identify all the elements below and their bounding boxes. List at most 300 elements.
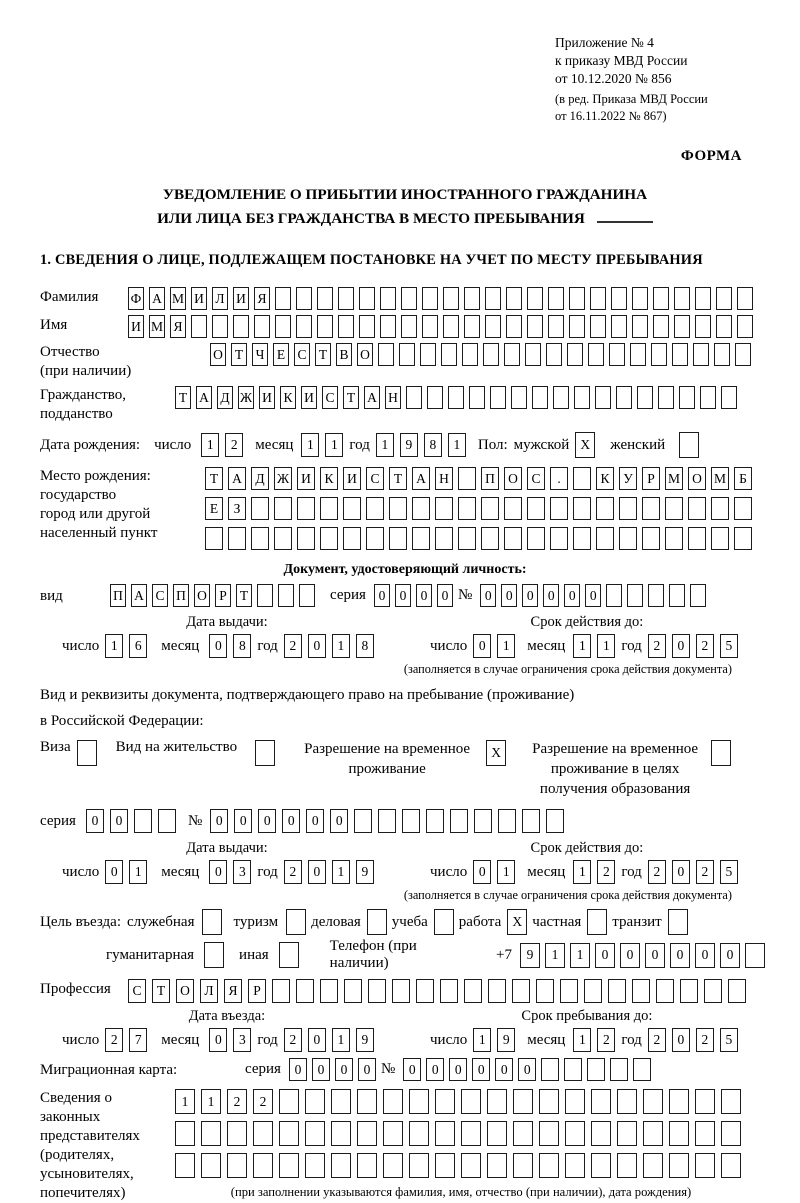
profession-cell[interactable]: О [176, 979, 194, 1003]
birth-place-cell[interactable] [412, 527, 430, 550]
identity-number-cell[interactable]: 0 [543, 584, 559, 607]
visa-checkbox[interactable] [77, 740, 97, 766]
representative-cell[interactable] [591, 1153, 611, 1178]
identity-kind-cell[interactable]: А [131, 584, 147, 607]
surname-cell[interactable] [485, 287, 501, 310]
identity-number-cell[interactable]: 0 [564, 584, 580, 607]
stay-year-cell[interactable]: 2 [696, 1028, 714, 1052]
given-name-cell[interactable] [338, 315, 354, 338]
given-name-cell[interactable]: И [128, 315, 144, 338]
surname-cell[interactable] [380, 287, 396, 310]
expiry-year-cell[interactable]: 0 [672, 634, 690, 658]
citizenship-cell[interactable]: Д [217, 386, 233, 409]
birth-place-cell[interactable]: М [665, 467, 683, 490]
representative-cell[interactable] [409, 1153, 429, 1178]
representative-cell[interactable] [409, 1121, 429, 1146]
surname-cell[interactable] [737, 287, 753, 310]
representative-cell[interactable] [357, 1121, 377, 1146]
given-name-cell[interactable]: Я [170, 315, 186, 338]
representative-cell[interactable] [461, 1121, 481, 1146]
birth-place-cell[interactable] [527, 527, 545, 550]
profession-cell[interactable] [704, 979, 722, 1003]
representative-cell[interactable] [227, 1153, 247, 1178]
patronymic-cell[interactable] [441, 343, 457, 366]
migration-number-cell[interactable] [587, 1058, 605, 1081]
birth-month-cell[interactable]: 1 [301, 433, 319, 457]
citizenship-cell[interactable] [448, 386, 464, 409]
representative-cell[interactable] [201, 1121, 221, 1146]
residence-number-cell[interactable] [354, 809, 372, 833]
issue-year-cell[interactable]: 0 [308, 634, 326, 658]
birth-place-cell[interactable]: Т [389, 467, 407, 490]
birth-month-cell[interactable]: 1 [325, 433, 343, 457]
surname-cell[interactable]: Л [212, 287, 228, 310]
representative-cell[interactable] [565, 1153, 585, 1178]
phone-digit-cell[interactable]: 0 [645, 943, 665, 968]
given-name-cell[interactable] [548, 315, 564, 338]
patronymic-cell[interactable] [504, 343, 520, 366]
birth-place-cell[interactable] [665, 527, 683, 550]
issue-day-cell[interactable]: 1 [129, 860, 147, 884]
profession-cell[interactable]: Я [224, 979, 242, 1003]
stay-month-cell[interactable]: 1 [573, 1028, 591, 1052]
entry-year-cell[interactable]: 1 [332, 1028, 350, 1052]
expiry-month-cell[interactable]: 1 [597, 634, 615, 658]
representative-cell[interactable] [175, 1121, 195, 1146]
issue-month-cell[interactable]: 0 [209, 634, 227, 658]
stay-month-cell[interactable]: 2 [597, 1028, 615, 1052]
birth-place-cell[interactable] [573, 467, 591, 490]
birth-year-cell[interactable]: 1 [376, 433, 394, 457]
representative-cell[interactable] [253, 1153, 273, 1178]
birth-place-cell[interactable] [458, 467, 476, 490]
representative-cell[interactable] [331, 1089, 351, 1114]
patronymic-cell[interactable] [462, 343, 478, 366]
representative-cell[interactable] [383, 1121, 403, 1146]
surname-cell[interactable]: М [170, 287, 186, 310]
issue-year-cell[interactable]: 2 [284, 634, 302, 658]
phone-digit-cell[interactable]: 0 [595, 943, 615, 968]
birth-place-cell[interactable] [711, 527, 729, 550]
representative-cell[interactable] [721, 1153, 741, 1178]
patronymic-cell[interactable]: О [210, 343, 226, 366]
residence-number-cell[interactable]: 0 [258, 809, 276, 833]
citizenship-cell[interactable] [469, 386, 485, 409]
representative-cell[interactable] [279, 1121, 299, 1146]
phone-digit-cell[interactable]: 0 [620, 943, 640, 968]
citizenship-cell[interactable]: А [196, 386, 212, 409]
phone-digit-cell[interactable]: 0 [695, 943, 715, 968]
purpose-humanitarian-checkbox[interactable] [204, 942, 224, 968]
migration-number-cell[interactable]: 0 [495, 1058, 513, 1081]
phone-digit-cell[interactable]: 1 [545, 943, 565, 968]
temp-residence-edu-checkbox[interactable] [711, 740, 731, 766]
expiry-day-cell[interactable]: 1 [497, 634, 515, 658]
migration-series-cell[interactable]: 0 [312, 1058, 330, 1081]
given-name-cell[interactable] [401, 315, 417, 338]
birth-place-cell[interactable] [320, 527, 338, 550]
representative-cell[interactable] [617, 1089, 637, 1114]
identity-kind-cell[interactable]: Р [215, 584, 231, 607]
given-name-cell[interactable]: М [149, 315, 165, 338]
birth-place-cell[interactable] [688, 497, 706, 520]
surname-cell[interactable] [611, 287, 627, 310]
residence-number-cell[interactable]: 0 [330, 809, 348, 833]
residence-number-cell[interactable] [402, 809, 420, 833]
purpose-business-checkbox[interactable] [367, 909, 387, 935]
representative-cell[interactable] [617, 1153, 637, 1178]
migration-number-cell[interactable] [541, 1058, 559, 1081]
birth-place-cell[interactable] [642, 527, 660, 550]
identity-number-cell[interactable]: 0 [480, 584, 496, 607]
given-name-cell[interactable] [527, 315, 543, 338]
birth-place-cell[interactable] [320, 497, 338, 520]
identity-series-cell[interactable]: 0 [437, 584, 453, 607]
citizenship-cell[interactable]: Т [175, 386, 191, 409]
patronymic-cell[interactable]: О [357, 343, 373, 366]
birth-place-cell[interactable] [504, 497, 522, 520]
birth-place-cell[interactable] [711, 497, 729, 520]
birth-place-cell[interactable] [458, 497, 476, 520]
given-name-cell[interactable] [212, 315, 228, 338]
expiry-year-cell[interactable]: 2 [696, 634, 714, 658]
birth-place-cell[interactable]: Б [734, 467, 752, 490]
patronymic-cell[interactable]: Ч [252, 343, 268, 366]
birth-place-cell[interactable]: М [711, 467, 729, 490]
representative-cell[interactable] [305, 1153, 325, 1178]
identity-number-cell[interactable] [669, 584, 685, 607]
citizenship-cell[interactable] [595, 386, 611, 409]
profession-cell[interactable]: Р [248, 979, 266, 1003]
expiry-day-cell[interactable]: 0 [473, 860, 491, 884]
birth-place-cell[interactable] [274, 527, 292, 550]
identity-number-cell[interactable] [606, 584, 622, 607]
patronymic-cell[interactable] [609, 343, 625, 366]
expiry-year-cell[interactable]: 2 [648, 860, 666, 884]
surname-cell[interactable] [275, 287, 291, 310]
identity-number-cell[interactable]: 0 [585, 584, 601, 607]
expiry-day-cell[interactable]: 0 [473, 634, 491, 658]
identity-series-cell[interactable]: 0 [374, 584, 390, 607]
citizenship-cell[interactable]: Ж [238, 386, 254, 409]
representative-cell[interactable] [695, 1121, 715, 1146]
patronymic-cell[interactable] [525, 343, 541, 366]
identity-number-cell[interactable] [627, 584, 643, 607]
profession-cell[interactable] [392, 979, 410, 1003]
representative-cell[interactable] [539, 1089, 559, 1114]
patronymic-cell[interactable] [483, 343, 499, 366]
birth-place-cell[interactable] [596, 527, 614, 550]
identity-kind-cell[interactable]: П [110, 584, 126, 607]
issue-month-cell[interactable]: 8 [233, 634, 251, 658]
profession-cell[interactable] [536, 979, 554, 1003]
citizenship-cell[interactable] [616, 386, 632, 409]
birth-place-cell[interactable] [481, 527, 499, 550]
citizenship-cell[interactable]: А [364, 386, 380, 409]
birth-place-cell[interactable] [343, 527, 361, 550]
birth-place-cell[interactable]: И [343, 467, 361, 490]
identity-kind-cell[interactable] [299, 584, 315, 607]
given-name-cell[interactable] [317, 315, 333, 338]
residence-number-cell[interactable]: 0 [210, 809, 228, 833]
citizenship-cell[interactable] [406, 386, 422, 409]
profession-cell[interactable] [320, 979, 338, 1003]
migration-series-cell[interactable]: 0 [358, 1058, 376, 1081]
representative-cell[interactable] [279, 1089, 299, 1114]
patronymic-cell[interactable] [399, 343, 415, 366]
migration-number-cell[interactable] [564, 1058, 582, 1081]
migration-series-cell[interactable]: 0 [289, 1058, 307, 1081]
given-name-cell[interactable] [737, 315, 753, 338]
representative-cell[interactable] [695, 1153, 715, 1178]
representative-cell[interactable] [331, 1121, 351, 1146]
expiry-month-cell[interactable]: 2 [597, 860, 615, 884]
given-name-cell[interactable] [233, 315, 249, 338]
birth-place-cell[interactable] [734, 527, 752, 550]
surname-cell[interactable] [506, 287, 522, 310]
surname-cell[interactable] [653, 287, 669, 310]
given-name-cell[interactable] [443, 315, 459, 338]
surname-cell[interactable] [317, 287, 333, 310]
birth-place-cell[interactable] [435, 527, 453, 550]
identity-kind-cell[interactable]: Т [236, 584, 252, 607]
migration-number-cell[interactable]: 0 [449, 1058, 467, 1081]
birth-year-cell[interactable]: 8 [424, 433, 442, 457]
representative-cell[interactable] [487, 1153, 507, 1178]
residence-series-cell[interactable]: 0 [110, 809, 128, 833]
residence-number-cell[interactable] [522, 809, 540, 833]
surname-cell[interactable] [548, 287, 564, 310]
profession-cell[interactable] [464, 979, 482, 1003]
birth-place-cell[interactable] [251, 497, 269, 520]
surname-cell[interactable] [401, 287, 417, 310]
issue-year-cell[interactable]: 1 [332, 634, 350, 658]
given-name-cell[interactable] [464, 315, 480, 338]
given-name-cell[interactable] [569, 315, 585, 338]
identity-kind-cell[interactable]: О [194, 584, 210, 607]
representative-cell[interactable] [175, 1153, 195, 1178]
residence-number-cell[interactable]: 0 [234, 809, 252, 833]
given-name-cell[interactable] [359, 315, 375, 338]
representative-cell[interactable] [435, 1121, 455, 1146]
patronymic-cell[interactable] [735, 343, 751, 366]
birth-place-cell[interactable]: Д [251, 467, 269, 490]
representative-cell[interactable] [721, 1121, 741, 1146]
profession-cell[interactable]: С [128, 979, 146, 1003]
expiry-year-cell[interactable]: 0 [672, 860, 690, 884]
representative-cell[interactable] [591, 1121, 611, 1146]
surname-cell[interactable]: И [233, 287, 249, 310]
issue-year-cell[interactable]: 8 [356, 634, 374, 658]
birth-place-cell[interactable]: Ж [274, 467, 292, 490]
entry-month-cell[interactable]: 3 [233, 1028, 251, 1052]
representative-cell[interactable] [383, 1089, 403, 1114]
surname-cell[interactable] [359, 287, 375, 310]
representative-cell[interactable] [513, 1089, 533, 1114]
profession-cell[interactable] [368, 979, 386, 1003]
representative-cell[interactable] [357, 1089, 377, 1114]
patronymic-cell[interactable] [420, 343, 436, 366]
birth-place-cell[interactable] [550, 497, 568, 520]
identity-number-cell[interactable] [690, 584, 706, 607]
patronymic-cell[interactable] [672, 343, 688, 366]
citizenship-cell[interactable] [532, 386, 548, 409]
birth-place-cell[interactable] [205, 527, 223, 550]
expiry-year-cell[interactable]: 2 [696, 860, 714, 884]
stay-year-cell[interactable]: 5 [720, 1028, 738, 1052]
birth-place-cell[interactable] [481, 497, 499, 520]
entry-month-cell[interactable]: 0 [209, 1028, 227, 1052]
representative-cell[interactable] [565, 1121, 585, 1146]
given-name-cell[interactable] [191, 315, 207, 338]
citizenship-cell[interactable]: И [259, 386, 275, 409]
residence-number-cell[interactable] [474, 809, 492, 833]
birth-place-cell[interactable]: Е [205, 497, 223, 520]
patronymic-cell[interactable] [630, 343, 646, 366]
patronymic-cell[interactable] [567, 343, 583, 366]
issue-year-cell[interactable]: 0 [308, 860, 326, 884]
representative-cell[interactable] [669, 1153, 689, 1178]
representative-cell[interactable]: 2 [227, 1089, 247, 1114]
birth-place-cell[interactable]: С [366, 467, 384, 490]
surname-cell[interactable]: И [191, 287, 207, 310]
profession-cell[interactable] [296, 979, 314, 1003]
entry-year-cell[interactable]: 2 [284, 1028, 302, 1052]
representative-cell[interactable] [539, 1153, 559, 1178]
residence-number-cell[interactable] [426, 809, 444, 833]
representative-cell[interactable] [279, 1153, 299, 1178]
birth-year-cell[interactable]: 1 [448, 433, 466, 457]
surname-cell[interactable] [695, 287, 711, 310]
birth-place-cell[interactable] [366, 497, 384, 520]
surname-cell[interactable] [716, 287, 732, 310]
surname-cell[interactable]: А [149, 287, 165, 310]
birth-place-cell[interactable] [504, 527, 522, 550]
birth-place-cell[interactable] [573, 497, 591, 520]
representative-cell[interactable] [435, 1089, 455, 1114]
birth-place-cell[interactable] [297, 527, 315, 550]
birth-place-cell[interactable]: . [550, 467, 568, 490]
citizenship-cell[interactable] [427, 386, 443, 409]
profession-cell[interactable] [440, 979, 458, 1003]
birth-place-cell[interactable] [343, 497, 361, 520]
birth-place-cell[interactable]: Р [642, 467, 660, 490]
male-checkbox[interactable]: X [575, 432, 595, 458]
expiry-day-cell[interactable]: 1 [497, 860, 515, 884]
profession-cell[interactable] [512, 979, 530, 1003]
birth-place-cell[interactable] [642, 497, 660, 520]
birth-place-cell[interactable]: Т [205, 467, 223, 490]
citizenship-cell[interactable] [637, 386, 653, 409]
birth-place-cell[interactable]: А [412, 467, 430, 490]
patronymic-cell[interactable]: В [336, 343, 352, 366]
identity-kind-cell[interactable]: С [152, 584, 168, 607]
birth-place-cell[interactable] [734, 497, 752, 520]
birth-place-cell[interactable]: У [619, 467, 637, 490]
citizenship-cell[interactable]: К [280, 386, 296, 409]
residence-number-cell[interactable]: 0 [306, 809, 324, 833]
patronymic-cell[interactable]: Е [273, 343, 289, 366]
citizenship-cell[interactable] [721, 386, 737, 409]
profession-cell[interactable] [560, 979, 578, 1003]
representative-cell[interactable] [539, 1121, 559, 1146]
birth-place-cell[interactable] [274, 497, 292, 520]
surname-cell[interactable] [464, 287, 480, 310]
identity-number-cell[interactable] [648, 584, 664, 607]
profession-cell[interactable] [272, 979, 290, 1003]
patronymic-cell[interactable] [378, 343, 394, 366]
patronymic-cell[interactable] [714, 343, 730, 366]
representative-cell[interactable] [487, 1089, 507, 1114]
issue-month-cell[interactable]: 3 [233, 860, 251, 884]
residence-number-cell[interactable] [450, 809, 468, 833]
identity-kind-cell[interactable] [278, 584, 294, 607]
citizenship-cell[interactable]: Т [343, 386, 359, 409]
representative-cell[interactable] [721, 1089, 741, 1114]
profession-cell[interactable]: Л [200, 979, 218, 1003]
representative-cell[interactable] [669, 1089, 689, 1114]
representative-cell[interactable] [305, 1121, 325, 1146]
representative-cell[interactable] [201, 1153, 221, 1178]
profession-cell[interactable] [344, 979, 362, 1003]
expiry-month-cell[interactable]: 1 [573, 860, 591, 884]
stay-year-cell[interactable]: 2 [648, 1028, 666, 1052]
profession-cell[interactable] [680, 979, 698, 1003]
migration-number-cell[interactable] [633, 1058, 651, 1081]
given-name-cell[interactable] [674, 315, 690, 338]
given-name-cell[interactable] [380, 315, 396, 338]
issue-year-cell[interactable]: 9 [356, 860, 374, 884]
representative-cell[interactable] [331, 1153, 351, 1178]
migration-number-cell[interactable]: 0 [403, 1058, 421, 1081]
patronymic-cell[interactable]: Т [231, 343, 247, 366]
birth-place-cell[interactable]: С [527, 467, 545, 490]
purpose-transit-checkbox[interactable] [668, 909, 688, 935]
birth-place-cell[interactable] [435, 497, 453, 520]
birth-place-cell[interactable] [412, 497, 430, 520]
birth-place-cell[interactable] [251, 527, 269, 550]
representative-cell[interactable]: 1 [201, 1089, 221, 1114]
blank-underline[interactable] [597, 221, 653, 223]
given-name-cell[interactable] [254, 315, 270, 338]
residence-number-cell[interactable] [498, 809, 516, 833]
birth-place-cell[interactable] [619, 497, 637, 520]
issue-day-cell[interactable]: 6 [129, 634, 147, 658]
profession-cell[interactable] [656, 979, 674, 1003]
birth-place-cell[interactable]: З [228, 497, 246, 520]
citizenship-cell[interactable] [679, 386, 695, 409]
entry-day-cell[interactable]: 2 [105, 1028, 123, 1052]
representative-cell[interactable] [357, 1153, 377, 1178]
surname-cell[interactable] [674, 287, 690, 310]
profession-cell[interactable] [584, 979, 602, 1003]
purpose-tourism-checkbox[interactable] [286, 909, 306, 935]
issue-day-cell[interactable]: 1 [105, 634, 123, 658]
birth-place-cell[interactable]: К [320, 467, 338, 490]
birth-place-cell[interactable]: О [688, 467, 706, 490]
profession-cell[interactable] [488, 979, 506, 1003]
identity-number-cell[interactable]: 0 [501, 584, 517, 607]
phone-digit-cell[interactable]: 0 [670, 943, 690, 968]
profession-cell[interactable] [608, 979, 626, 1003]
birth-place-cell[interactable] [550, 527, 568, 550]
given-name-cell[interactable] [275, 315, 291, 338]
entry-day-cell[interactable]: 7 [129, 1028, 147, 1052]
residence-number-cell[interactable]: 0 [282, 809, 300, 833]
entry-year-cell[interactable]: 0 [308, 1028, 326, 1052]
purpose-private-checkbox[interactable] [587, 909, 607, 935]
birth-place-cell[interactable]: А [228, 467, 246, 490]
